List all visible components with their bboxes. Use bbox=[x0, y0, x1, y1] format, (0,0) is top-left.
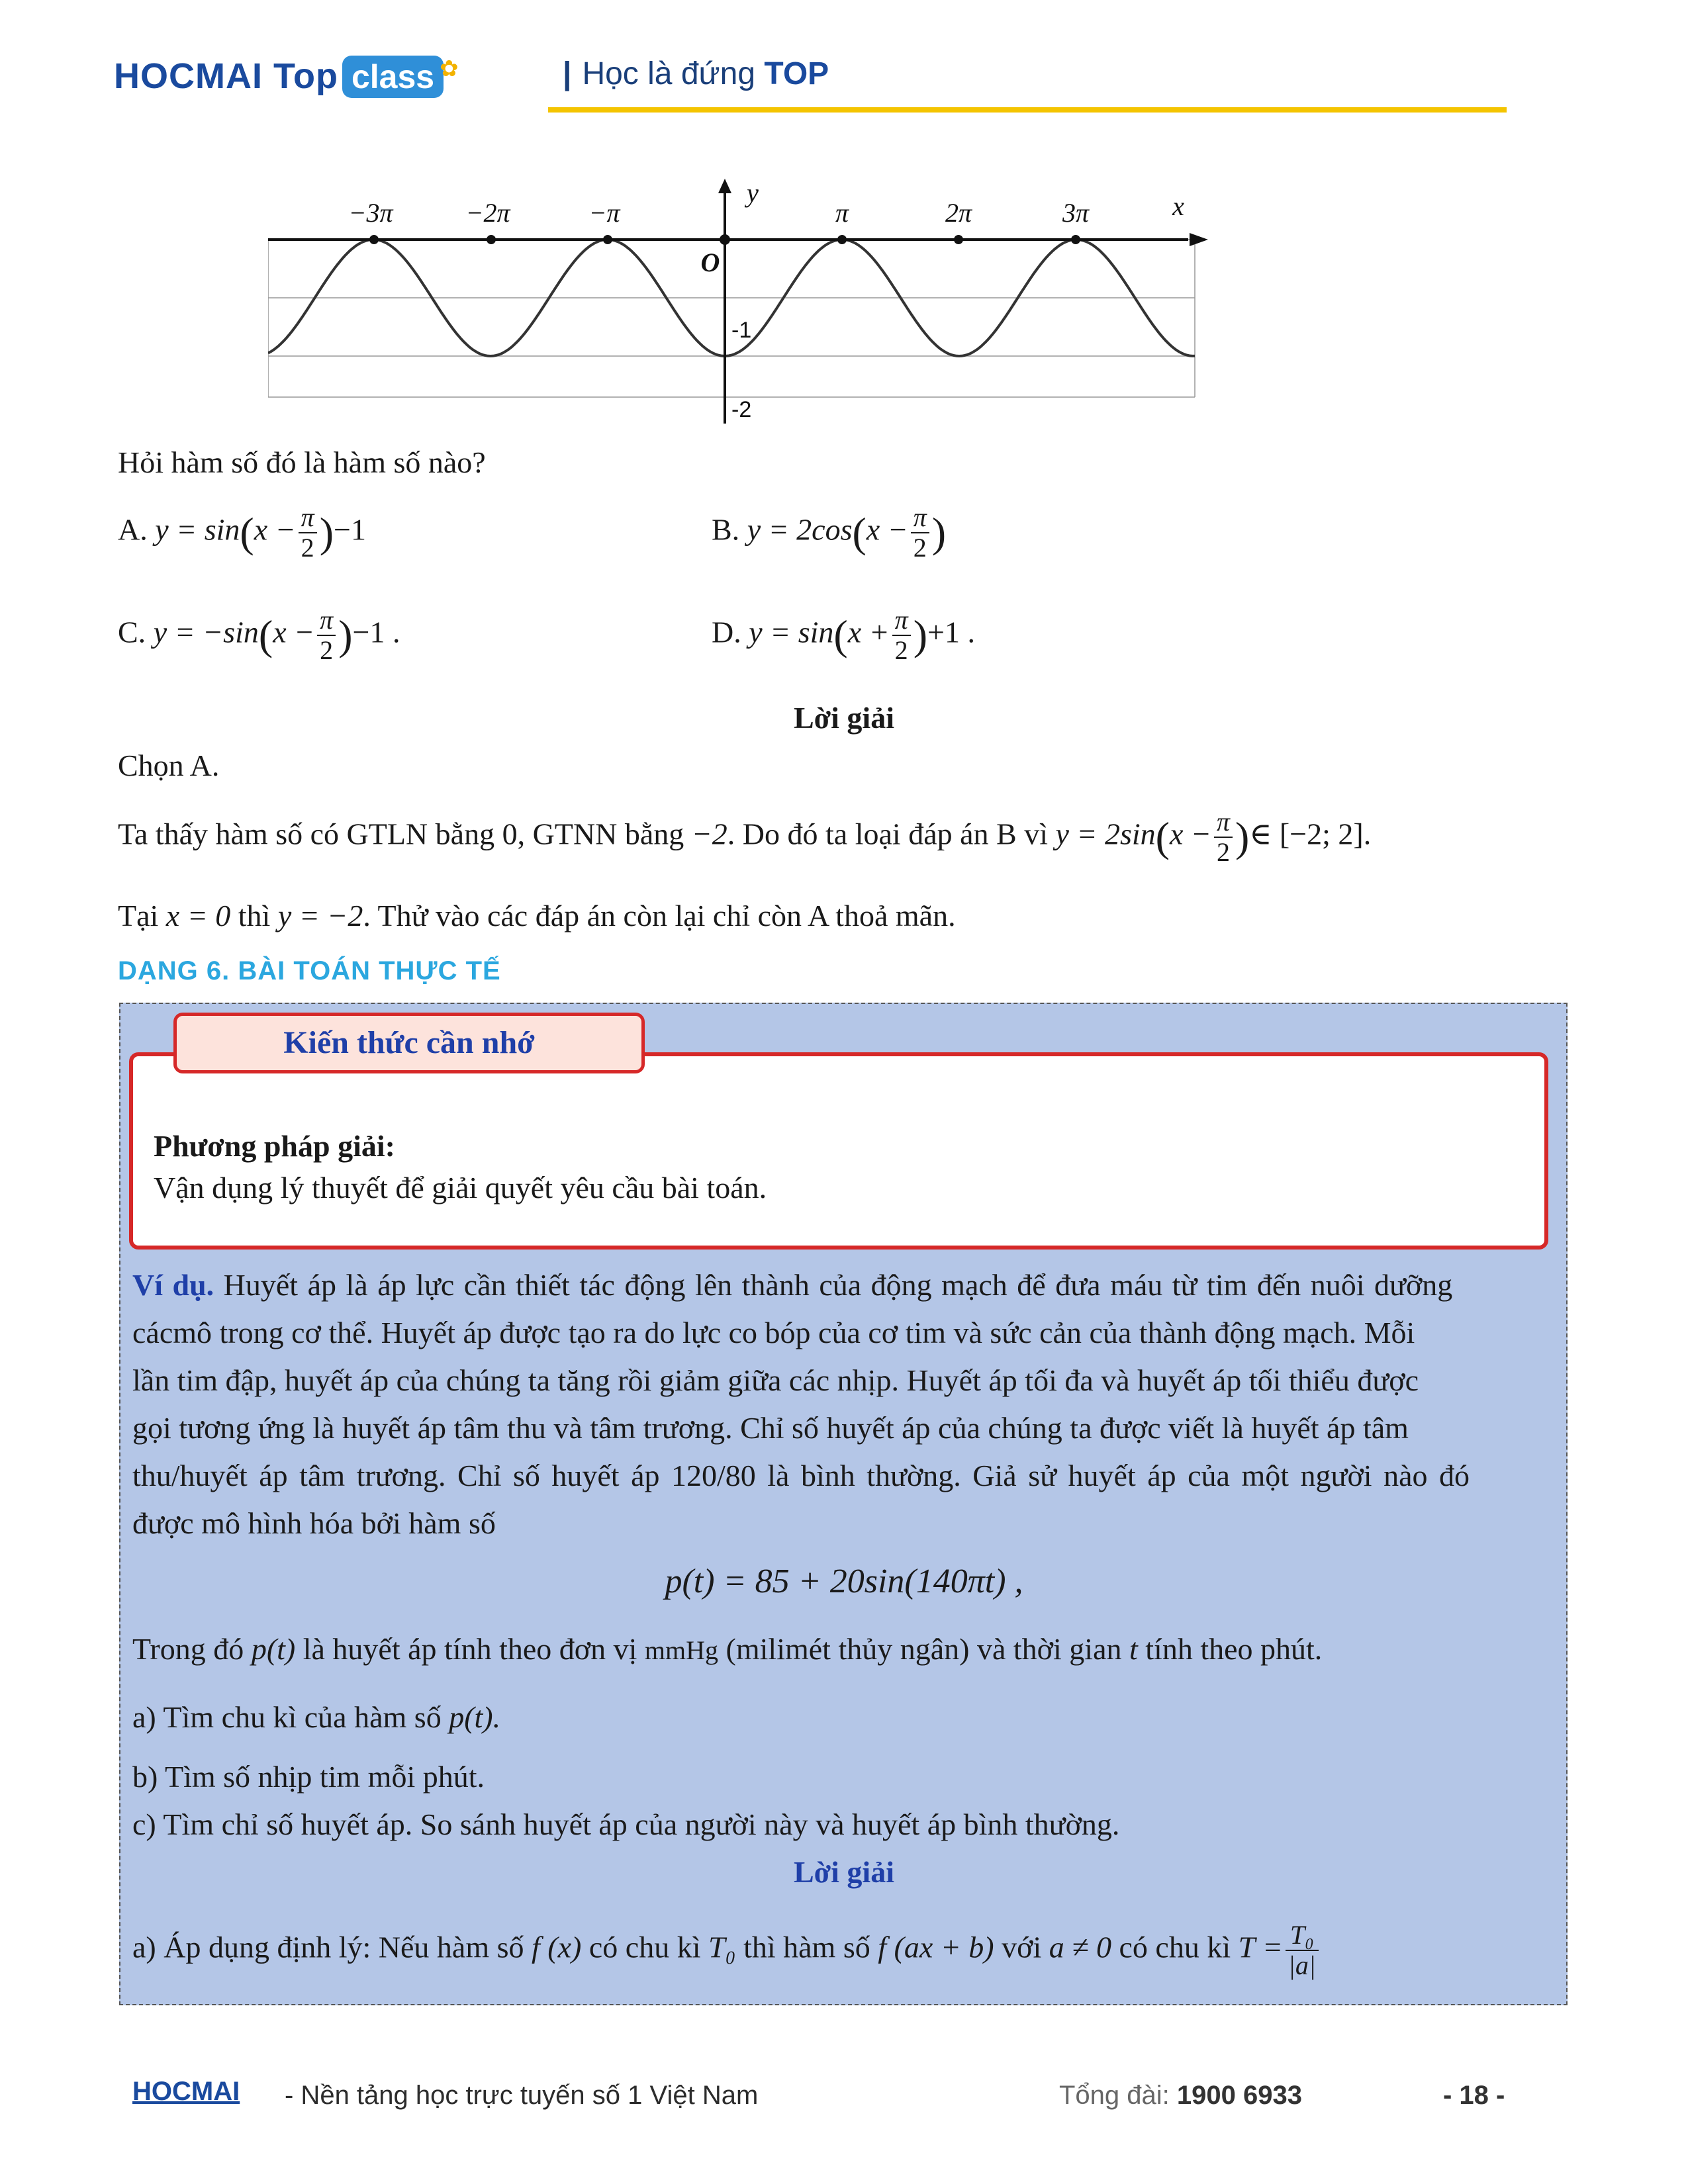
math: T = bbox=[1238, 1930, 1283, 1964]
text: có chu kì bbox=[588, 1930, 701, 1964]
option-label: A. bbox=[118, 512, 148, 547]
knowledge-title: Kiến thức cần nhớ bbox=[173, 1013, 645, 1073]
example-line-3: lần tim đập, huyết áp của chúng ta tăng rồi giảm giữa các nhịp. Huyết áp tối đa và huyết áp tối thiểu được bbox=[132, 1363, 1419, 1397]
example-where bbox=[132, 1631, 1322, 1666]
frac-num: π bbox=[317, 606, 336, 636]
math: a ≠ 0 bbox=[1049, 1930, 1111, 1964]
page-number: - 18 - bbox=[1443, 2081, 1505, 2110]
x-tick-label: −2π bbox=[465, 198, 510, 228]
option-label: D. bbox=[712, 615, 741, 649]
logo-class-badge: class bbox=[342, 56, 444, 98]
x-tick-label: 3π bbox=[1062, 198, 1090, 228]
unit: mmHg bbox=[644, 1635, 719, 1665]
example-line-4: gọi tương ứng là huyết áp tâm thu và tâm trương. Chỉ số huyết áp của chúng ta được viết là huyết áp tâm bbox=[132, 1411, 1409, 1445]
y-axis-arrow bbox=[718, 179, 731, 193]
y-axis-label: y bbox=[747, 179, 759, 208]
y-tick-label: -1 bbox=[731, 318, 752, 343]
option-expr: y = −sin bbox=[153, 615, 259, 649]
x-tick-label: −3π bbox=[348, 198, 393, 228]
math: t bbox=[1129, 1632, 1138, 1666]
option-expr: y = sin bbox=[155, 512, 240, 547]
section-heading: DẠNG 6. BÀI TOÁN THỰC TẾ bbox=[118, 956, 501, 985]
text: thì bbox=[238, 899, 271, 933]
frac-den: 2 bbox=[1216, 837, 1230, 867]
example-line-5: thu/huyết áp tâm trương. Chỉ số huyết áp 120/80 là bình thường. Giả sử huyết áp của một người nào đó bbox=[132, 1459, 1470, 1492]
x-tick-label: −π bbox=[588, 198, 620, 228]
text: thì hàm số bbox=[743, 1930, 870, 1964]
logo-text: HOCMAI Top bbox=[114, 56, 338, 96]
frac-num: π bbox=[1214, 807, 1233, 838]
x-tick-label: 2π bbox=[945, 198, 972, 228]
text: a) Tìm chu kì của hàm số bbox=[132, 1700, 442, 1734]
divider-bar: | bbox=[563, 56, 572, 91]
text: ∈ [−2; 2]. bbox=[1249, 817, 1372, 851]
example-solution-title: Lời giải bbox=[794, 1855, 894, 1889]
example-line-6: được mô hình hóa bởi hàm số bbox=[132, 1506, 496, 1540]
math: x − bbox=[1169, 817, 1211, 851]
math: y = 2sin bbox=[1055, 817, 1156, 851]
option-inner: x − bbox=[866, 512, 908, 547]
option-inner: x − bbox=[273, 615, 315, 649]
question-b: b) Tìm số nhịp tim mỗi phút. bbox=[132, 1760, 485, 1794]
formula: p(t) = 85 + 20sin(140πt) , bbox=[665, 1563, 1023, 1600]
example-line-2: cácmô trong cơ thể. Huyết áp được tạo ra do lực co bóp của cơ tim và sức cản của thành động mạch. Mỗi bbox=[132, 1316, 1415, 1349]
example-label: Ví dụ. bbox=[132, 1268, 214, 1302]
math: y = −2 bbox=[277, 899, 363, 933]
math: p(t). bbox=[449, 1700, 501, 1734]
text: với bbox=[1002, 1930, 1042, 1964]
text: a) Áp dụng định lý: Nếu hàm số bbox=[132, 1930, 524, 1964]
frac-den: 2 bbox=[320, 635, 334, 665]
text: . Thử vào các đáp án còn lại chỉ còn A thoả mãn. bbox=[363, 899, 956, 933]
option-d: D. y = sin(x + $\frac{\pi}{2}$ )+1 . bbox=[712, 605, 975, 665]
math: f (ax + b) bbox=[878, 1930, 994, 1964]
footer-text: - Nền tảng học trực tuyến số 1 Việt Nam bbox=[285, 2081, 759, 2110]
example-line-1 bbox=[132, 1267, 1452, 1302]
method-title: Phương pháp giải: bbox=[154, 1129, 395, 1163]
solution-title: Lời giải bbox=[794, 701, 894, 735]
solution-choice: Chọn A. bbox=[118, 749, 220, 782]
math: −2 bbox=[691, 817, 727, 851]
math: p(t) bbox=[251, 1632, 296, 1666]
text: Huyết áp là áp lực cần thiết tác động lên thành của động mạch để đưa máu từ tim đến nuôi dưỡng bbox=[223, 1268, 1453, 1302]
tagline-prefix: Học là đứng bbox=[582, 56, 756, 91]
option-post: −1 . bbox=[352, 615, 400, 649]
option-inner: x − bbox=[254, 512, 296, 547]
frac-num: π bbox=[299, 503, 317, 533]
text: tính theo phút. bbox=[1145, 1632, 1323, 1666]
solution-a bbox=[132, 1921, 1321, 1980]
origin-label: O bbox=[700, 248, 720, 277]
x-axis-label: x bbox=[1172, 191, 1184, 221]
x-axis-arrow bbox=[1190, 233, 1208, 246]
phone-number: 1900 6933 bbox=[1176, 2081, 1302, 2110]
question-c: c) Tìm chỉ số huyết áp. So sánh huyết áp của người này và huyết áp bình thường. bbox=[132, 1807, 1120, 1841]
question-prompt: Hỏi hàm số đó là hàm số nào? bbox=[118, 445, 486, 479]
frac-den: 2 bbox=[301, 533, 314, 563]
footer-logo bbox=[132, 2077, 240, 2107]
option-label: C. bbox=[118, 615, 146, 649]
text: Trong đó bbox=[132, 1632, 244, 1666]
option-post: +1 . bbox=[927, 615, 975, 649]
text: Ta thấy hàm số có GTLN bằng 0, GTNN bằng bbox=[118, 817, 684, 851]
hocmai-topclass-logo bbox=[114, 56, 459, 109]
option-b: B. y = 2cos(x − $\frac{\pi}{2}$ ) bbox=[712, 502, 947, 563]
option-a: A. y = sin(x − $\frac{\pi}{2}$ )−1 bbox=[118, 502, 366, 563]
text: có chu kì bbox=[1119, 1930, 1231, 1964]
frac-num: T₀ bbox=[1286, 1921, 1319, 1951]
option-post: −1 bbox=[334, 512, 366, 547]
option-inner: x + bbox=[847, 615, 890, 649]
option-c: C. y = −sin(x − $\frac{\pi}{2}$ )−1 . bbox=[118, 605, 400, 665]
header-rule bbox=[548, 107, 1507, 113]
option-expr: y = 2cos bbox=[747, 512, 853, 547]
star-icon: ✿ bbox=[440, 57, 459, 81]
math: T₀ bbox=[708, 1930, 736, 1964]
frac-den: 2 bbox=[894, 635, 908, 665]
sine-graph bbox=[268, 179, 1208, 430]
solution-line-2 bbox=[118, 898, 956, 933]
option-expr: y = sin bbox=[749, 615, 834, 649]
frac-num: π bbox=[911, 503, 929, 533]
header-tagline bbox=[563, 56, 829, 92]
frac-den: 2 bbox=[913, 533, 927, 563]
x-tick-label: π bbox=[835, 198, 849, 228]
frac-num: π bbox=[892, 606, 911, 636]
footer-phone bbox=[1059, 2081, 1302, 2111]
frac-den: |a| bbox=[1288, 1950, 1316, 1980]
y-tick-label: -2 bbox=[731, 397, 752, 422]
math: f (x) bbox=[532, 1930, 582, 1964]
text: (milimét thủy ngân) và thời gian bbox=[726, 1632, 1122, 1666]
option-label: B. bbox=[712, 512, 740, 547]
phone-label: Tổng đài: bbox=[1059, 2081, 1170, 2110]
text: là huyết áp tính theo đơn vị bbox=[303, 1632, 637, 1666]
question-a bbox=[132, 1700, 500, 1735]
method-text: Vận dụng lý thuyết để giải quyết yêu cầu bài toán. bbox=[154, 1171, 767, 1205]
math: x = 0 bbox=[165, 899, 231, 933]
solution-line-1: Ta thấy hàm số có GTLN bằng 0, GTNN bằng −2. Do đó ta loại đáp án B vì y = 2sin(x − $\frac{\pi}{2}$ )∈ [−2; 2]. bbox=[118, 807, 1372, 867]
tagline-bold: TOP bbox=[764, 56, 829, 91]
footer-logo-text: HOCMAI bbox=[132, 2077, 240, 2106]
text: . Do đó ta loại đáp án B vì bbox=[727, 817, 1048, 851]
text: Tại bbox=[118, 899, 159, 933]
